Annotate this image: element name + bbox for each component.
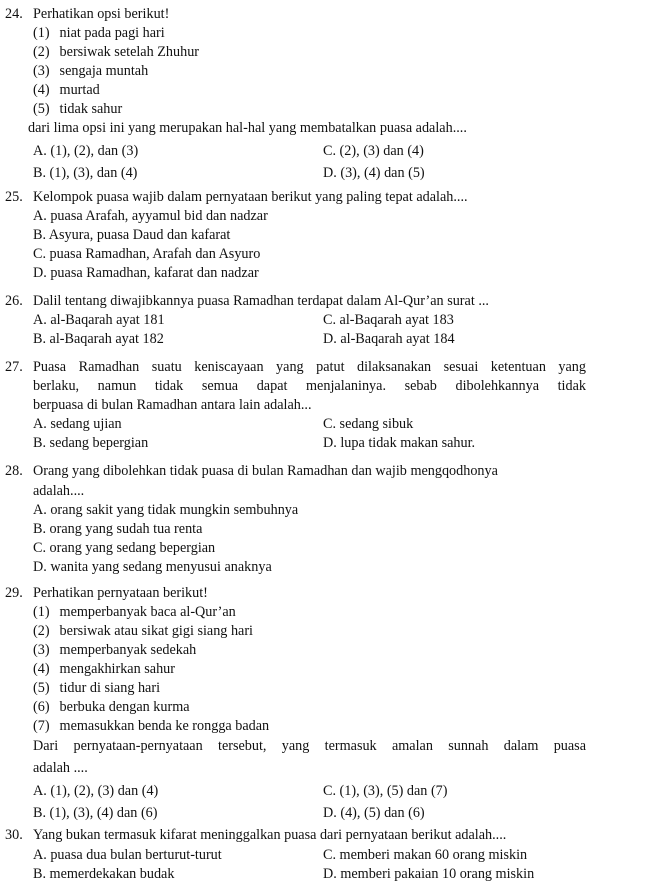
list-item: [33, 81, 100, 99]
item-text: memperbanyak baca al-Qur’an: [59, 604, 236, 620]
question-stem-line: berlaku, namun tidak semua dapat menjalaninya. sebab dibolehkannya tidak: [33, 378, 586, 394]
option-c[interactable]: C. orang yang sedang bepergian: [33, 540, 216, 556]
item-text: murtad: [59, 82, 100, 98]
question-stem: Yang bukan termasuk kifarat meninggalkan puasa dari pernyataan berikut adalah....: [33, 827, 507, 843]
question-number: 27.: [5, 359, 23, 375]
question-stem-line: berpuasa di bulan Ramadhan antara lain adalah...: [33, 397, 312, 413]
list-item: [33, 62, 148, 80]
question-stem-line: adalah....: [33, 483, 85, 499]
option-b[interactable]: B. orang yang sudah tua renta: [33, 521, 203, 537]
item-label: (2): [33, 623, 50, 639]
option-b[interactable]: B. memerdekakan budak: [33, 866, 175, 882]
item-text: tidur di siang hari: [59, 680, 161, 696]
option-a[interactable]: A. sedang ujian: [33, 416, 122, 432]
question-number: 24.: [5, 6, 23, 22]
option-b[interactable]: B. al-Baqarah ayat 182: [33, 331, 164, 347]
option-d[interactable]: D. puasa Ramadhan, kafarat dan nadzar: [33, 265, 259, 281]
question-stem: Kelompok puasa wajib dalam pernyataan berikut yang paling tepat adalah....: [33, 189, 468, 205]
option-c[interactable]: C. puasa Ramadhan, Arafah dan Asyuro: [33, 246, 261, 262]
list-item: [33, 660, 175, 678]
item-label: (4): [33, 661, 50, 677]
option-d[interactable]: D. (4), (5) dan (6): [323, 805, 425, 821]
option-d[interactable]: D. memberi pakaian 10 orang miskin: [323, 866, 535, 882]
item-label: (7): [33, 718, 50, 734]
question-prompt-line: adalah ....: [33, 760, 88, 776]
item-text: berbuka dengan kurma: [59, 699, 190, 715]
item-label: (3): [33, 642, 50, 658]
option-d[interactable]: D. (3), (4) dan (5): [323, 165, 425, 181]
question-number: 28.: [5, 463, 23, 479]
option-c[interactable]: C. sedang sibuk: [323, 416, 414, 432]
option-b[interactable]: B. Asyura, puasa Daud dan kafarat: [33, 227, 231, 243]
question-number: 26.: [5, 293, 23, 309]
item-text: bersiwak setelah Zhuhur: [59, 44, 200, 60]
item-text: memasukkan benda ke rongga badan: [59, 718, 270, 734]
item-label: (4): [33, 82, 50, 98]
option-b[interactable]: B. sedang bepergian: [33, 435, 149, 451]
item-label: (6): [33, 699, 50, 715]
option-d[interactable]: D. wanita yang sedang menyusui anaknya: [33, 559, 272, 575]
item-text: mengakhirkan sahur: [59, 661, 175, 677]
item-label: (5): [33, 680, 50, 696]
question-stem: Perhatikan pernyataan berikut!: [33, 585, 208, 601]
item-label: (5): [33, 101, 50, 117]
question-stem: Dalil tentang diwajibkannya puasa Ramadhan terdapat dalam Al-Qur’an surat ...: [33, 293, 489, 309]
item-text: niat pada pagi hari: [59, 25, 165, 41]
item-label: (1): [33, 604, 50, 620]
list-item: [33, 698, 190, 716]
option-a[interactable]: A. (1), (2), (3) dan (4): [33, 783, 159, 799]
option-a[interactable]: A. orang sakit yang tidak mungkin sembuhnya: [33, 502, 299, 518]
option-d[interactable]: D. al-Baqarah ayat 184: [323, 331, 455, 347]
question-prompt: dari lima opsi ini yang merupakan hal-hal yang membatalkan puasa adalah....: [28, 120, 467, 136]
question-number: 30.: [5, 827, 23, 843]
item-text: tidak sahur: [59, 101, 123, 117]
option-c[interactable]: C. (1), (3), (5) dan (7): [323, 783, 448, 799]
option-d[interactable]: D. lupa tidak makan sahur.: [323, 435, 476, 451]
item-label: (1): [33, 25, 50, 41]
option-a[interactable]: A. (1), (2), dan (3): [33, 143, 139, 159]
item-text: bersiwak atau sikat gigi siang hari: [59, 623, 253, 639]
question-stem: Perhatikan opsi berikut!: [33, 6, 170, 22]
list-item: [33, 679, 160, 697]
item-label: (2): [33, 44, 50, 60]
list-item: [33, 717, 269, 735]
item-text: sengaja muntah: [59, 63, 149, 79]
option-b[interactable]: B. (1), (3), (4) dan (6): [33, 805, 158, 821]
item-label: (3): [33, 63, 50, 79]
question-stem-line: Orang yang dibolehkan tidak puasa di bulan Ramadhan dan wajib mengqodhonya: [33, 463, 498, 479]
option-a[interactable]: A. puasa dua bulan berturut-turut: [33, 847, 222, 863]
question-prompt-line: Dari pernyataan-pernyataan tersebut, yang termasuk amalan sunnah dalam puasa: [33, 738, 586, 754]
list-item: [33, 603, 236, 621]
list-item: [33, 24, 165, 42]
option-c[interactable]: C. (2), (3) dan (4): [323, 143, 424, 159]
question-number: 29.: [5, 585, 23, 601]
option-c[interactable]: C. memberi makan 60 orang miskin: [323, 847, 528, 863]
option-a[interactable]: A. puasa Arafah, ayyamul bid dan nadzar: [33, 208, 268, 224]
question-stem-line: Puasa Ramadhan suatu keniscayaan yang patut dilaksanakan sesuai ketentuan yang: [33, 359, 586, 375]
list-item: [33, 100, 122, 118]
option-b[interactable]: B. (1), (3), dan (4): [33, 165, 138, 181]
option-c[interactable]: C. al-Baqarah ayat 183: [323, 312, 454, 328]
list-item: [33, 622, 253, 640]
question-number: 25.: [5, 189, 23, 205]
list-item: [33, 43, 199, 61]
item-text: memperbanyak sedekah: [59, 642, 197, 658]
list-item: [33, 641, 196, 659]
option-a[interactable]: A. al-Baqarah ayat 181: [33, 312, 165, 328]
